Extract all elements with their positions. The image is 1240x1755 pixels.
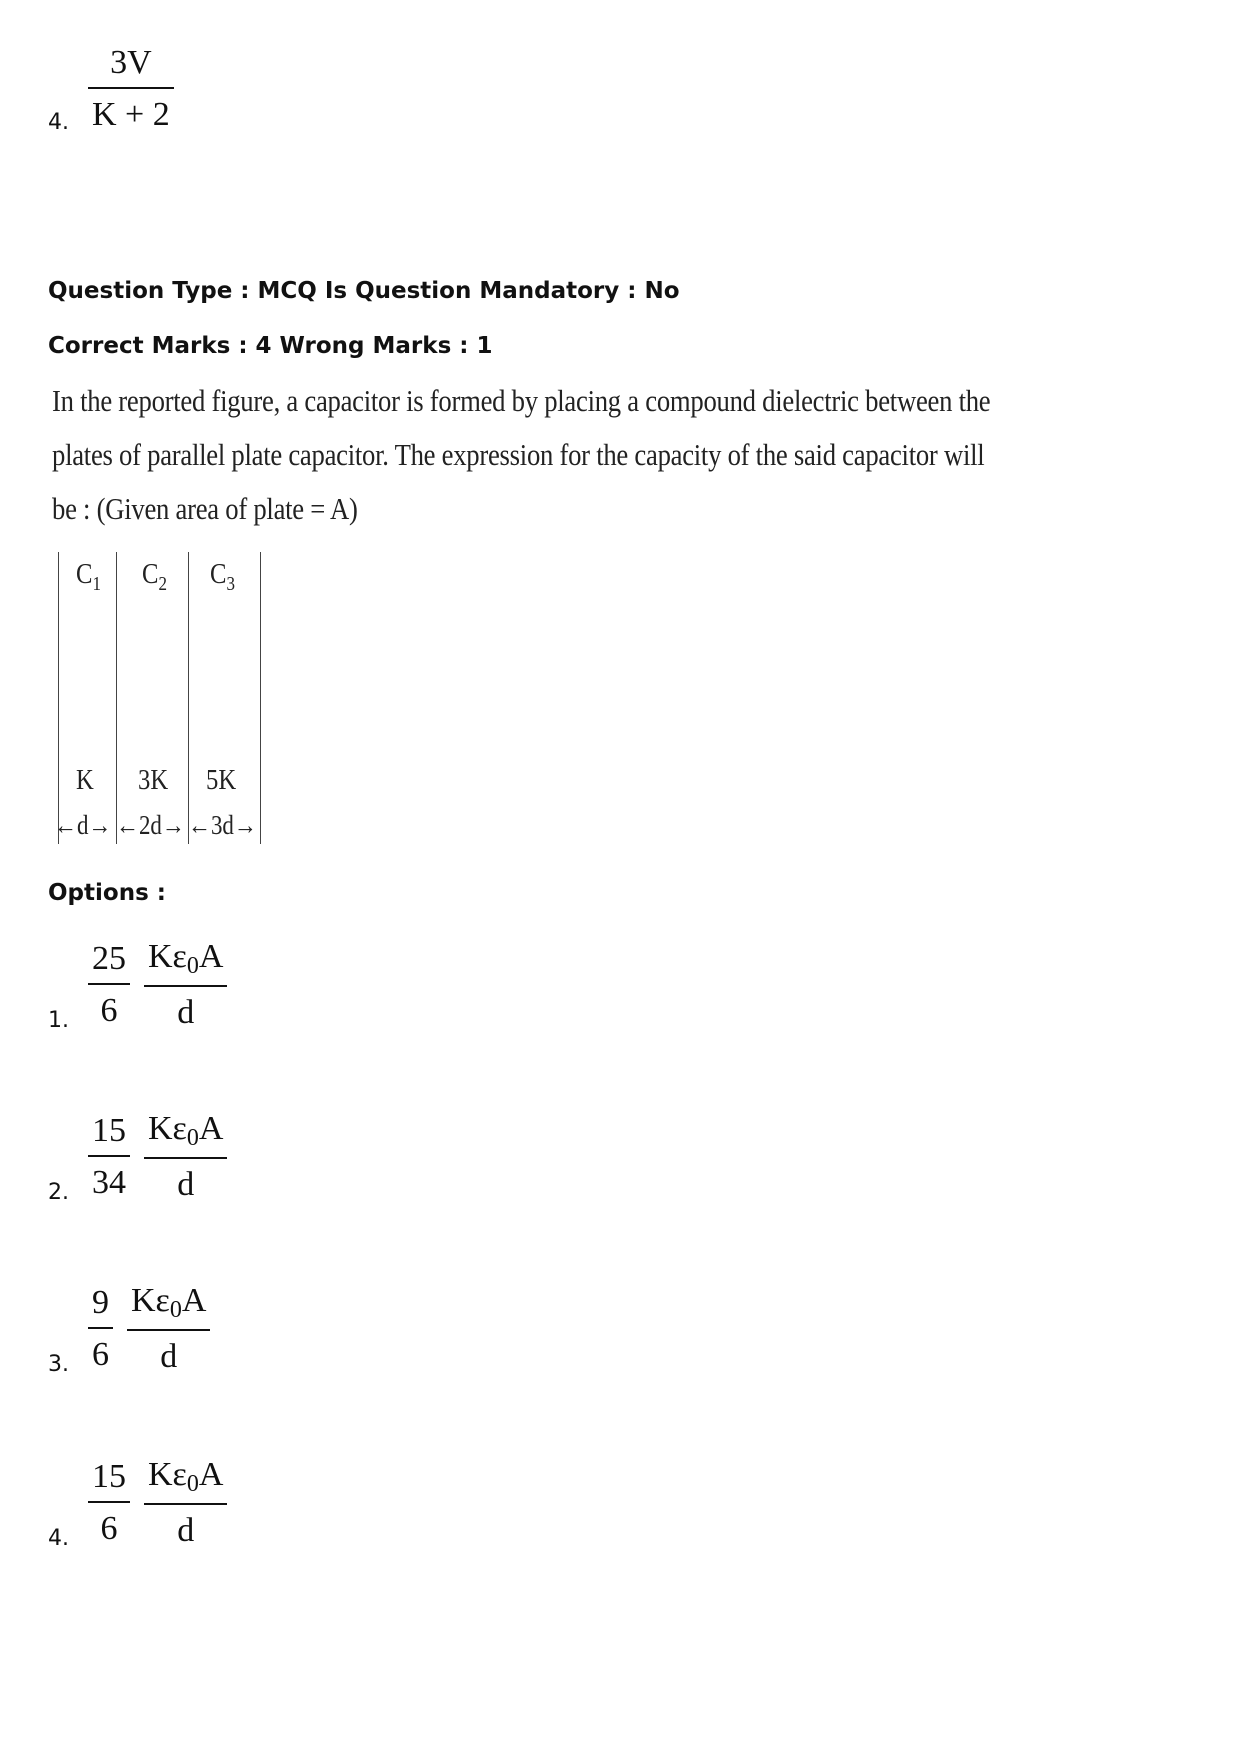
option-4-term: $\frac{K\varepsilon_0A}{d}$ [144, 1458, 227, 1548]
option-1-expression[interactable] [88, 940, 227, 1030]
capacitor-label-c2: $C_2$ [142, 558, 167, 595]
option-1-number: 1. [48, 1008, 69, 1033]
question-type-line: Question Type : MCQ Is Question Mandatory : No [48, 278, 680, 304]
option-3-number: 3. [48, 1352, 69, 1377]
fraction-bar [144, 985, 227, 987]
option-2-expression[interactable] [88, 1112, 227, 1202]
option-4-expression[interactable] [88, 1458, 227, 1548]
fraction-bar [88, 983, 130, 985]
capacitor-label-c3: $C_3$ [210, 558, 235, 595]
option-1-term: $\frac{K\varepsilon_0A}{d}$ [144, 940, 227, 1030]
fraction-bar [88, 1501, 130, 1503]
question-text-line-1: In the reported figure, a capacitor is formed by placing a compound dielectric between the [52, 383, 991, 418]
fraction-bar [88, 87, 174, 89]
width-label-2: ←2d→ [116, 810, 185, 840]
question-text-line-3: be : (Given area of plate = A) [52, 491, 358, 526]
option-3-coefficient: $\frac{9}{6}$ [88, 1286, 113, 1372]
options-label: Options : [48, 880, 166, 906]
prev-option-fraction [88, 46, 174, 132]
dielectric-boundary-2 [188, 552, 189, 844]
question-text-line-2: plates of parallel plate capacitor. The expression for the capacity of the said capacitor will [52, 437, 985, 472]
option-2-number: 2. [48, 1180, 69, 1205]
fraction-bar [144, 1157, 227, 1159]
option-3-term: $\frac{K\varepsilon_0A}{d}$ [127, 1284, 210, 1374]
fraction-bar [144, 1503, 227, 1505]
prev-option-numerator: 3V [110, 44, 152, 81]
fraction-bar [127, 1329, 210, 1331]
capacitor-figure [50, 552, 270, 852]
marks-line: Correct Marks : 4 Wrong Marks : 1 [48, 333, 493, 359]
fraction-bar [88, 1327, 113, 1329]
fraction-bar [88, 1155, 130, 1157]
capacitor-label-c1: $C_1$ [76, 558, 101, 595]
width-label-3: ←3d→ [188, 810, 257, 840]
option-2-coefficient: $\frac{15}{34}$ [88, 1114, 130, 1200]
width-label-1: ←d→ [54, 810, 112, 840]
left-plate [58, 552, 59, 844]
dielectric-boundary-1 [116, 552, 117, 844]
dielectric-label-3: 5K [206, 764, 237, 796]
prev-option-expression [88, 46, 174, 132]
option-4-coefficient: $\frac{15}{6}$ [88, 1460, 130, 1546]
option-1-coefficient: $\frac{25}{6}$ [88, 942, 130, 1028]
option-2-term: $\frac{K\varepsilon_0A}{d}$ [144, 1112, 227, 1202]
option-3-expression[interactable] [88, 1284, 210, 1374]
option-4-number: 4. [48, 1526, 69, 1551]
prev-option-number: 4. [48, 110, 69, 135]
right-plate [260, 552, 261, 844]
prev-option-denominator: K + 2 [92, 96, 170, 133]
dielectric-label-2: 3K [138, 764, 169, 796]
dielectric-label-1: K [76, 764, 94, 796]
